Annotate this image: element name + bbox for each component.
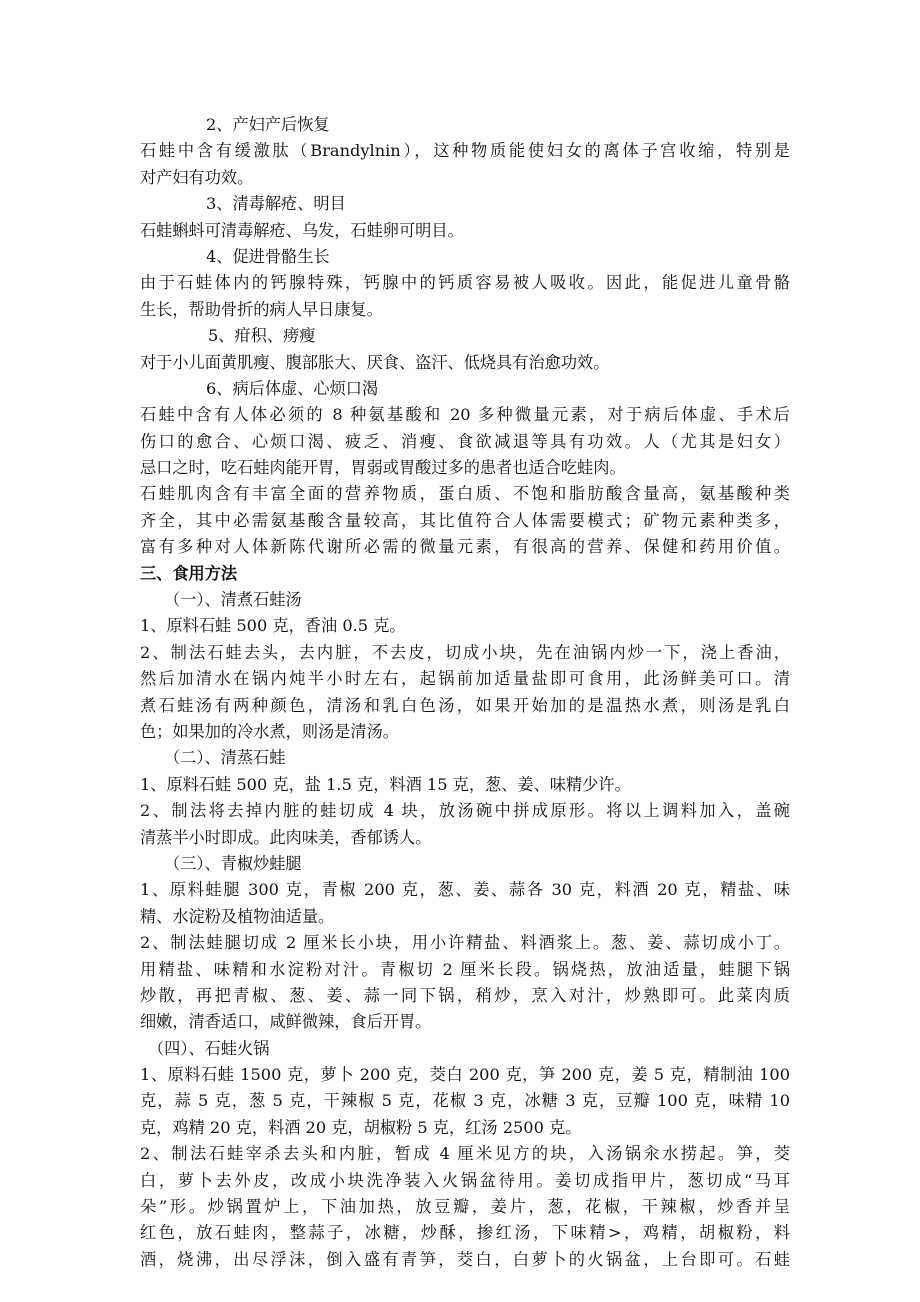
- paragraph-line: 富有多种对人体新陈代谢所必需的微量元素，有很高的营养、保健和药用价值。: [140, 537, 790, 557]
- paragraph-line: 1、原料石蛙 500 克，香油 0.5 克。: [140, 616, 406, 636]
- paragraph-line: 煮石蛙汤有两种颜色，清汤和乳白色汤，如果开始加的是温热水煮，则汤是乳白: [140, 695, 790, 715]
- paragraph-line: 对产妇有功效。: [140, 167, 254, 187]
- paragraph-line: 色；如果加的冷水煮，则汤是清汤。: [140, 721, 399, 741]
- paragraph-line: 精、水淀粉及植物油适量。: [140, 906, 335, 926]
- paragraph-line: 2、制法将去掉内脏的蛙切成 4 块，放汤碗中拼成原形。将以上调料加入，盖碗: [140, 801, 790, 821]
- paragraph-line: 克，蒜 5 克，葱 5 克，干辣椒 5 克，花椒 3 克，冰糖 3 克，豆瓣 100 克，味精 10: [140, 1091, 790, 1111]
- paragraph-line: 1、原料石蛙 500 克，盐 1.5 克，料酒 15 克，葱、姜、味精少许。: [140, 774, 631, 794]
- recipe-title-boiled-frog-soup: （一）、清煮石蛙汤: [164, 590, 302, 610]
- paragraph-line: 2、制法石蛙去头，去内脏，不去皮，切成小块，先在油锅内炒一下，浇上香油，: [140, 642, 790, 662]
- paragraph-line: 1、原料石蛙 1500 克，萝卜 200 克，茭白 200 克，笋 200 克，姜 5 克，精制油 100: [140, 1065, 790, 1085]
- section-heading-cooking-methods: 三、食用方法: [140, 563, 238, 583]
- paragraph-line: 炒散，再把青椒、葱、姜、蒜一同下锅，稍炒，烹入对汁，炒熟即可。此菜肉质: [140, 985, 790, 1005]
- paragraph-line: 1、原料蛙腿 300 克，青椒 200 克，葱、姜、蒜各 30 克，料酒 20 克，精盐、味: [140, 880, 790, 900]
- recipe-title-pepper-frog-legs: （三）、青椒炒蛙腿: [164, 853, 302, 873]
- paragraph-line: 对于小儿面黄肌瘦、腹部胀大、厌食、盗汗、低烧具有治愈功效。: [140, 352, 610, 372]
- paragraph-line: 齐全，其中必需氨基酸含量较高，其比值符合人体需要模式；矿物元素种类多，: [140, 510, 790, 530]
- subheading-bone-growth: 4、促进骨骼生长: [206, 246, 330, 266]
- paragraph-line: 红色，放石蛙肉，整蒜子，冰糖，炒酥，掺红汤，下味精>，鸡精，胡椒粉，料: [140, 1223, 790, 1243]
- paragraph-line: 清蒸半小时即成。此肉味美，香郁诱人。: [140, 827, 432, 847]
- paragraph-line: 石蛙蝌蚪可清毒解疮、乌发，石蛙卵可明目。: [140, 220, 464, 240]
- paragraph-line: 细嫩，清香适口，咸鲜微辣，食后开胃。: [140, 1012, 432, 1032]
- recipe-title-steamed-frog: （二）、清蒸石蛙: [164, 748, 286, 768]
- paragraph-line: 石蛙中含有人体必须的 8 种氨基酸和 20 多种微量元素，对于病后体虚、手术后: [140, 405, 790, 425]
- subheading-post-illness: 6、病后体虚、心烦口渴: [206, 378, 379, 398]
- paragraph-line: 石蛙肌肉含有丰富全面的营养物质，蛋白质、不饱和脂肪酸含量高，氨基酸种类: [140, 484, 790, 504]
- paragraph-line: 酒，烧沸，出尽浮沫，倒入盛有青笋，茭白，白萝卜的火锅盆，上台即可。石蛙: [140, 1249, 790, 1269]
- recipe-title-frog-hotpot: （四）、石蛙火锅: [148, 1038, 270, 1058]
- paragraph-line: 朵”形。炒锅置炉上，下油加热，放豆瓣，姜片，葱，花椒，干辣椒，炒香并呈: [140, 1197, 790, 1217]
- paragraph-line: 用精盐、味精和水淀粉对汁。青椒切 2 厘米长段。锅烧热，放油适量，蛙腿下锅: [140, 959, 790, 979]
- subheading-malnutrition: 5、疳积、痨瘦: [208, 326, 316, 346]
- paragraph-line: 生长，帮助骨折的病人早日康复。: [140, 299, 383, 319]
- paragraph-line: 石蛙中含有缓激肽（Brandylnin），这种物质能使妇女的离体子宫收缩，特别是: [140, 141, 790, 161]
- paragraph-line: 伤口的愈合、心烦口渴、疲乏、消瘦、食欲减退等具有功效。人（尤其是妇女）: [140, 431, 790, 451]
- paragraph-line: 2、制法石蛙宰杀去头和内脏，暂成 4 厘米见方的块，入汤锅汆水捞起。笋，茭: [140, 1144, 790, 1164]
- paragraph-line: 忌口之时，吃石蛙肉能开胃，胃弱或胃酸过多的患者也适合吃蛙肉。: [140, 458, 626, 478]
- document-body: [140, 112, 790, 1273]
- paragraph-line: 然后加清水在锅内炖半小时左右，起锅前加适量盐即可食用，此汤鲜美可口。清: [140, 669, 790, 689]
- subheading-postpartum-recovery: 2、产妇产后恢复: [206, 115, 330, 134]
- paragraph-line: 克，鸡精 20 克，料酒 20 克，胡椒粉 5 克，红汤 2500 克。: [140, 1117, 582, 1137]
- paragraph-line: 白，萝卜去外皮，改成小块洗净装入火锅盆待用。姜切成指甲片，葱切成“马耳: [140, 1170, 790, 1190]
- paragraph-line: 由于石蛙体内的钙腺特殊，钙腺中的钙质容易被人吸收。因此，能促进儿童骨骼: [140, 273, 790, 293]
- paragraph-line: 2、制法蛙腿切成 2 厘米长小块，用小许精盐、料酒浆上。葱、姜、蒜切成小丁。: [140, 933, 790, 953]
- subheading-detox-eyes: 3、清毒解疮、明目: [206, 194, 346, 214]
